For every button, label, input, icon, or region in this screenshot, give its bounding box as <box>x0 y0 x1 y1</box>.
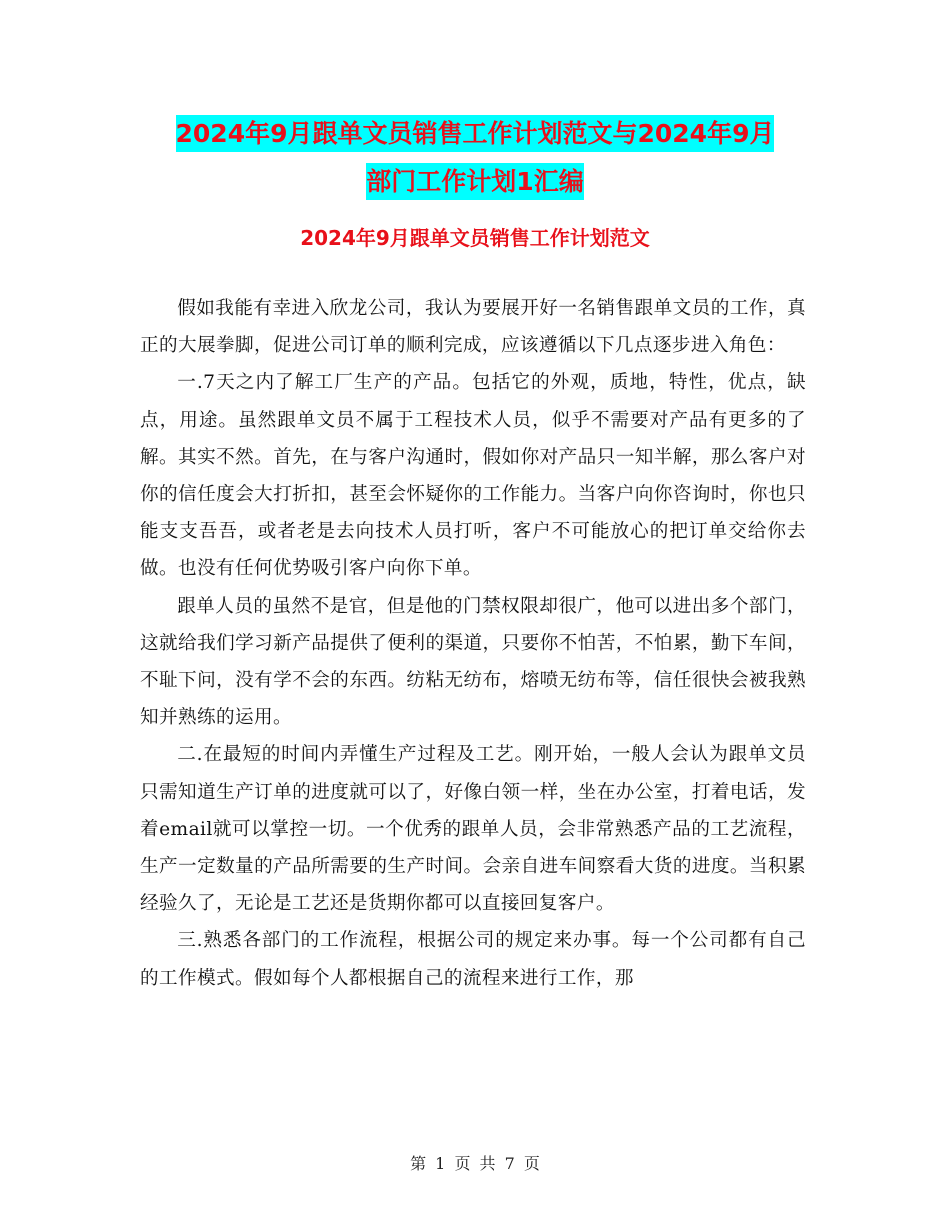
paragraph-intro: 假如我能有幸进入欣龙公司，我认为要展开好一名销售跟单文员的工作，真正的大展拳脚，促进公司订单的顺利完成，应该遵循以下几点逐步进入角色： <box>140 298 806 357</box>
paragraph-point-2: 二.在最短的时间内弄懂生产过程及工艺。刚开始，一般人会认为跟单文员只需知道生产订单的进度就可以了，好像白领一样，坐在办公室，打着电话，发着email就可以掌控一切。一个优秀的跟单人员，会非常熟悉产品的工艺流程，生产一定数量的产品所需要的生产时间。会亲自进车间察看大货的进度。当积累经验久了，无论是工艺还是货期你都可以直接回复客户。 <box>140 744 806 915</box>
document-body <box>140 290 806 997</box>
document-title <box>140 110 810 206</box>
title-line-1: 2024年9月跟单文员销售工作计划范文与2024年9月 <box>176 115 775 152</box>
paragraph-point-1: 一.7天之内了解工厂生产的产品。包括它的外观，质地，特性，优点，缺点，用途。虽然跟单文员不属于工程技术人员，似乎不需要对产品有更多的了解。其实不然。首先，在与客户沟通时，假如你对产品只一知半解，那么客户对你的信任度会大打折扣，甚至会怀疑你的工作能力。当客户向你咨询时，你也只能支支吾吾，或者老是去向技术人员打听，客户不可能放心的把订单交给你去做。也没有任何优势吸引客户向你下单。 <box>140 372 806 580</box>
title-line-2: 部门工作计划1汇编 <box>366 163 583 200</box>
section-title: 2024年9月跟单文员销售工作计划范文 <box>300 226 650 250</box>
page-footer: 第 1 页 共 7 页 <box>410 1154 540 1173</box>
paragraph-point-3: 三.熟悉各部门的工作流程，根据公司的规定来办事。每一个公司都有自己的工作模式。假如每个人都根据自己的流程来进行工作，那 <box>140 930 806 989</box>
paragraph-point-1-detail: 跟单人员的虽然不是官，但是他的门禁权限却很广，他可以进出多个部门，这就给我们学习新产品提供了便利的渠道，只要你不怕苦，不怕累，勤下车间，不耻下问，没有学不会的东西。纺粘无纺布，熔喷无纺布等，信任很快会被我熟知并熟练的运用。 <box>140 595 806 729</box>
